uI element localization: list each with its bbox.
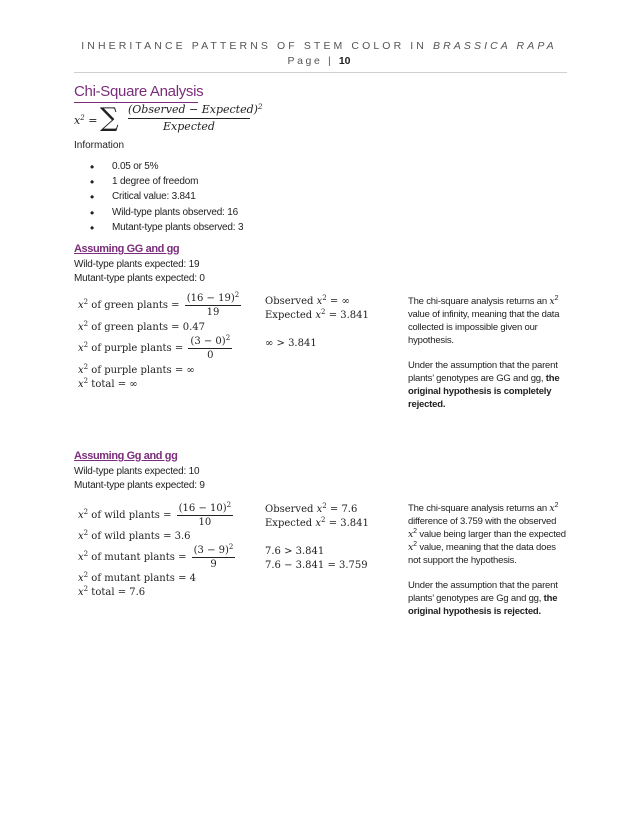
case1-mutant-expected: Mutant-type plants expected: 0 bbox=[74, 273, 205, 284]
case2-conclusion: The chi-square analysis returns an $x^2$ difference of 3.759 with the observed $x^2$ value being larger than the expected $x^2$ value, meaning that the data does not support the hypothesis. Under the assumption that the parent plants’ genotypes are Gg and gg, the original hypothesis is rejected. bbox=[408, 502, 566, 617]
case1-green-result: $x^2$ of green plants = 0.47 bbox=[78, 320, 205, 333]
case2-total: $x^2$ total = 7.6 bbox=[78, 585, 146, 598]
formula-denominator: Expected bbox=[163, 120, 215, 133]
case2-wild-result: $x^2$ of wild plants = 3.6 bbox=[78, 529, 191, 542]
list-item: • 1 degree of freedom bbox=[88, 176, 243, 191]
case1-total: $x^2$ total = ∞ bbox=[78, 377, 138, 390]
case1-heading: Assuming GG and gg bbox=[74, 243, 180, 255]
case2-expected: Expected $x^2 = 3.841$ bbox=[265, 516, 369, 529]
case1-wild-expected: Wild-type plants expected: 19 bbox=[74, 259, 200, 270]
list-item: • Mutant-type plants observed: 3 bbox=[88, 222, 243, 237]
formula-numerator: (Observed − Expected)$^2$ bbox=[128, 103, 263, 116]
running-header-page: Page | 10 bbox=[287, 55, 351, 67]
list-item: • 0.05 or 5% bbox=[88, 161, 243, 176]
information-list bbox=[88, 161, 243, 237]
case2-mutant-result: $x^2$ of mutant plants = 4 bbox=[78, 571, 196, 584]
list-item: • Critical value: 3.841 bbox=[88, 191, 243, 206]
case1-observed: Observed $x^2$ = ∞ bbox=[265, 294, 350, 307]
case2-observed: Observed $x^2 = 7.6$ bbox=[265, 502, 358, 515]
case1-expected: Expected $x^2 = 3.841$ bbox=[265, 308, 369, 321]
list-item: • Wild-type plants observed: 16 bbox=[88, 207, 243, 222]
running-header-title: INHERITANCE PATTERNS OF STEM COLOR IN BRASSICA RAPA bbox=[81, 40, 557, 52]
formula-fraction-bar bbox=[128, 118, 250, 119]
case2-wild-expected: Wild-type plants expected: 10 bbox=[74, 466, 200, 477]
case2-wild-calc: $x^2$ of wild plants = $\frac{(16 - 10)^2}{10}$ bbox=[78, 501, 232, 528]
case1-purple-result: $x^2$ of purple plants = ∞ bbox=[78, 363, 195, 376]
header-divider bbox=[74, 72, 567, 73]
case1-conclusion: The chi-square analysis returns an $x^2$ value of infinity, meaning that the data collected is impossible given our hypothesis. Under the assumption that the parent plants’ genotypes are GG and gg, the original hypothesis is completely rejected. bbox=[408, 295, 560, 410]
case2-difference: 7.6 − 3.841 = 3.759 bbox=[265, 560, 368, 571]
case2-heading: Assuming Gg and gg bbox=[74, 450, 178, 462]
section-title: Chi-Square Analysis bbox=[74, 83, 204, 100]
case2-mutant-expected: Mutant-type plants expected: 9 bbox=[74, 480, 205, 491]
case1-green-calc: $x^2$ of green plants = $\frac{(16 - 19)^2}{19}$ bbox=[78, 291, 240, 318]
case2-mutant-calc: $x^2$ of mutant plants = $\frac{(3 - 9)^2}{9}$ bbox=[78, 543, 234, 570]
information-label: Information bbox=[74, 140, 125, 151]
chi-square-formula bbox=[74, 103, 274, 139]
case1-purple-calc: $x^2$ of purple plants = $\frac{(3 - 0)^2}{0}$ bbox=[78, 334, 231, 361]
sigma-symbol: ∑ bbox=[100, 103, 119, 133]
case1-inequality: ∞ > 3.841 bbox=[265, 338, 317, 349]
formula-lhs: $x^2$ = bbox=[74, 114, 98, 127]
case2-inequality: 7.6 > 3.841 bbox=[265, 546, 325, 557]
